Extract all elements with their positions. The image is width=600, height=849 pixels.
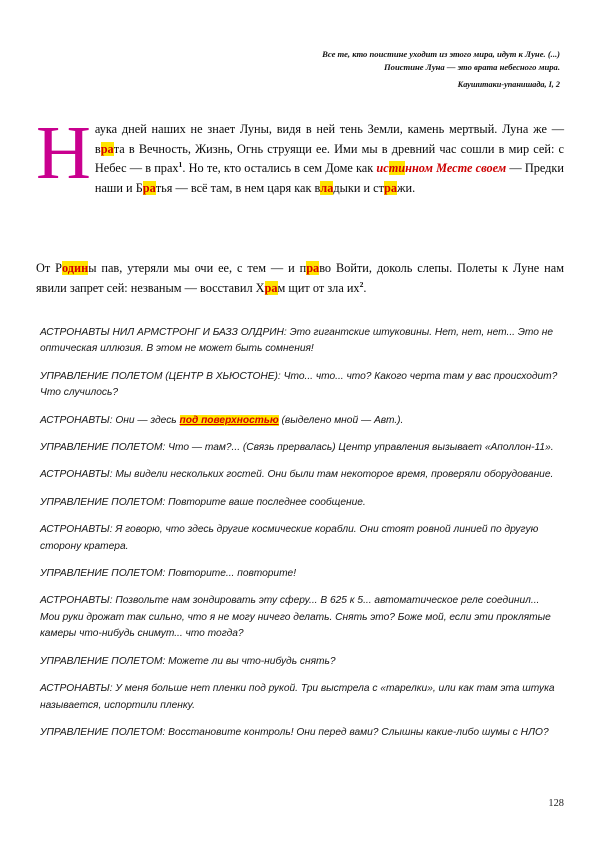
epigraph (245, 48, 560, 91)
transcript-text: Позвольте нам зондировать эту сферу... В 625 к 5... автоматическое реле соединил... Мои руки дрожат так сильно, что я не могу ничего делать. Снять это? Боже мой, если эти проклятые камеры что-нибудь снимут... что тогда? (40, 595, 551, 640)
p2-segment-3: во Войти, доколь слепы. Полеты к Луне нам явили запрет сей: незваным — восставил Х (36, 261, 565, 295)
transcript-line (40, 369, 560, 402)
p2-highlight-3: ра (264, 280, 278, 295)
transcript-line (40, 495, 560, 511)
transcript-line (40, 654, 560, 670)
p2-segment-1: От Р (36, 261, 63, 276)
transcript-block (40, 325, 560, 741)
p1-segment-4: — Предки наши и Б (94, 161, 564, 195)
epigraph-line-1: Все те, кто поистине уходит из этого мира, идут к Луне. (...) (322, 49, 560, 59)
p1-highlight-2: ти (388, 161, 406, 176)
transcript-speaker: АСТРОНАВТЫ: (40, 595, 113, 607)
transcript-speaker: УПРАВЛЕНИЕ ПОЛЕТОМ: (40, 568, 166, 580)
transcript-line (40, 593, 560, 642)
transcript-line (40, 467, 560, 483)
transcript-text: Восстановите контроль! Они перед вами? Слышны какие-либо шумы с НЛО? (165, 726, 549, 738)
transcript-speaker: УПРАВЛЕНИЕ ПОЛЕТОМ: (40, 496, 166, 508)
transcript-speaker: АСТРОНАВТЫ НИЛ АРМСТРОНГ И БАЗЗ ОЛДРИН: (40, 327, 287, 338)
transcript-highlight: под поверхностью (179, 414, 279, 426)
transcript-speaker: УПРАВЛЕНИЕ ПОЛЕТОМ: (40, 442, 166, 454)
p2-segment-4: м щит от зла их (277, 280, 360, 295)
transcript-line (40, 440, 560, 456)
transcript-text-after: (выделено мной — Авт.). (278, 414, 404, 426)
transcript-text: Повторите... повторите! (165, 568, 297, 580)
transcript-speaker: АСТРОНАВТЫ: (40, 469, 113, 481)
p1-segment-7: жи. (397, 180, 416, 195)
transcript-text: Мы видели нескольких гостей. Они были там некоторое время, проверяли оборудование. (112, 469, 554, 481)
page-number: 128 (548, 798, 564, 809)
p1-highlight-3: ра (142, 180, 156, 195)
transcript-speaker: УПРАВЛЕНИЕ ПОЛЕТОМ: (40, 655, 166, 667)
transcript-line (40, 325, 560, 358)
transcript-speaker: АСТРОНАВТЫ: (40, 524, 113, 536)
transcript-line (40, 522, 560, 555)
transcript-line (40, 681, 560, 714)
transcript-text: Повторите ваше последнее сообщение. (165, 496, 366, 508)
footnote-marker-1: 1 (178, 160, 183, 170)
p2-segment-2: ы пав, утеряли мы очи ее, с тем — и п (88, 261, 307, 276)
p1-segment-3: . Но те, кто остались в сем Доме как (182, 161, 377, 176)
footnote-marker-2: 2 (359, 279, 364, 289)
body-paragraph-2 (36, 259, 564, 298)
p2-highlight-1: один (62, 261, 89, 276)
p1-segment-5: тья — всё там, в нем царя как в (155, 180, 321, 195)
p1-segment-1: аука дней наших не знает Луны, видя в ней тень Земли, камень мертвый. Луна же — в (94, 122, 564, 156)
p1-highlight-4: ла (320, 180, 334, 195)
body-paragraph-1 (36, 111, 564, 198)
transcript-line (40, 566, 560, 582)
transcript-text: Я говорю, что здесь другие космические корабли. Они стоят ровной линией по другую сторону кратера. (40, 524, 539, 552)
transcript-text: У меня больше нет пленки под рукой. Три выстрела с «тарелки», или как там эта штука называется, испортили пленку. (40, 683, 555, 711)
p1-highlight-1: ра (100, 141, 114, 156)
transcript-text: Это гигантские штуковины. Нет, нет, нет... Это не оптическая иллюзия. В этом не может быть сомнения! (40, 327, 554, 355)
p1-segment-6: дыки и ст (333, 180, 384, 195)
transcript-line (40, 413, 560, 429)
p1-segment-2: та в Вечность, Жизнь, Огнь струящи ее. Ими мы в древний час сошли в мир сей: с Небес — в прах (94, 141, 564, 176)
transcript-speaker: АСТРОНАВТЫ: (40, 414, 113, 426)
transcript-speaker: АСТРОНАВТЫ: (40, 683, 113, 695)
p1-red-emphasis-a: ис (376, 161, 389, 176)
p1-highlight-5: ра (384, 180, 397, 195)
transcript-text: Можете ли вы что-нибудь снять? (165, 655, 336, 667)
transcript-line (40, 725, 560, 741)
p2-highlight-2: ра (306, 261, 320, 276)
p2-segment-5: . (363, 280, 367, 295)
transcript-text: Что... что... что? Какого черта там у вас происходит? Что случилось? (40, 370, 558, 399)
p1-red-emphasis-b: нном Месте своем (405, 161, 507, 176)
drop-cap-letter: Н (36, 111, 91, 196)
epigraph-source: Каушитаки-упанишада, I, 2 (457, 79, 560, 89)
epigraph-line-2: Поистине Луна — это врата небесного мира. (383, 62, 560, 73)
transcript-text: Что — там?... (Связь прервалась) Центр управления вызывает «Аполлон-11». (165, 442, 554, 454)
transcript-speaker: УПРАВЛЕНИЕ ПОЛЕТОМ: (40, 726, 166, 738)
transcript-text-before: Они — здесь (112, 414, 180, 426)
transcript-speaker: УПРАВЛЕНИЕ ПОЛЕТОМ (ЦЕНТР В ХЬЮСТОНЕ): (40, 370, 281, 382)
